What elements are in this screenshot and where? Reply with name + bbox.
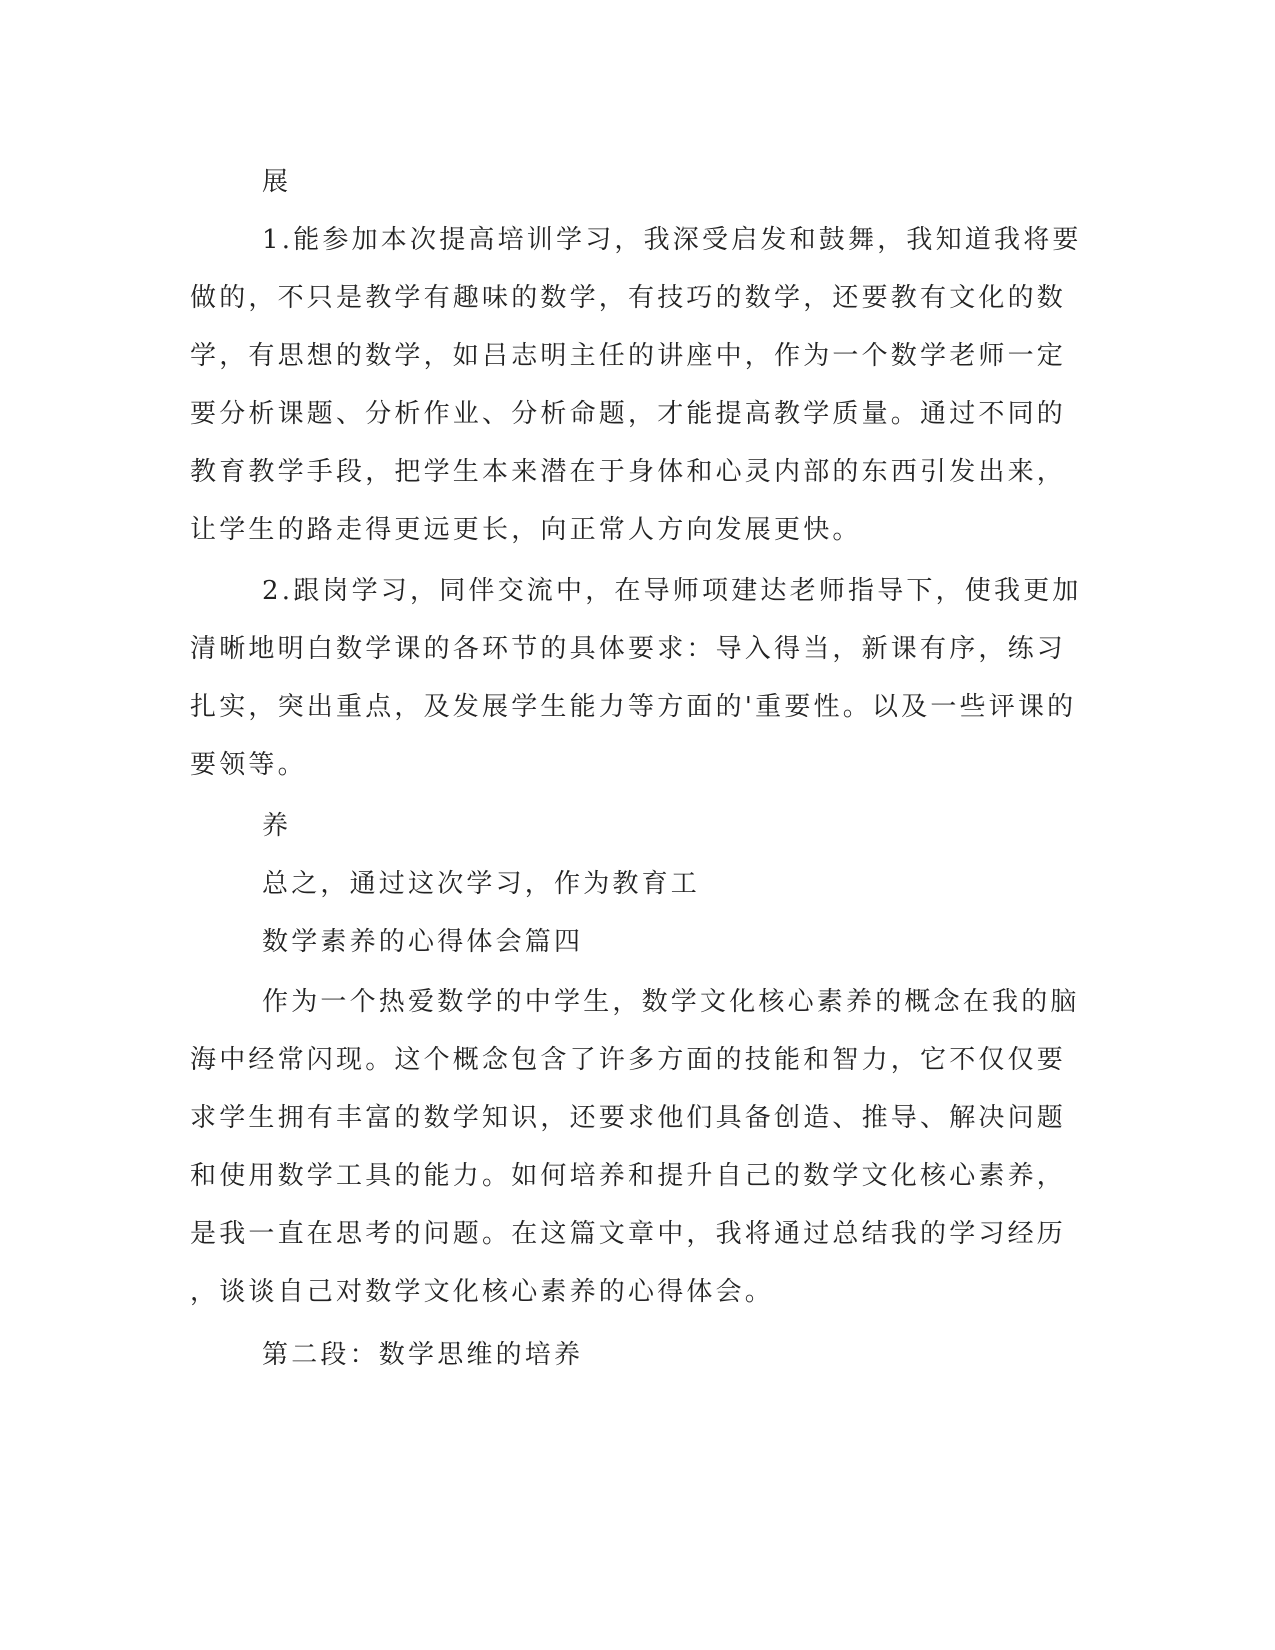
- subsection-heading: 第二段：数学思维的培养: [262, 1340, 584, 1370]
- paragraph-3-line: 海中经常闪现。这个概念包含了许多方面的技能和智力，它不仅仅要: [190, 1045, 1067, 1075]
- paragraph-3-line: 求学生拥有丰富的数学知识，还要求他们具备创造、推导、解决问题: [190, 1103, 1067, 1133]
- paragraph-3-line: 作为一个热爱数学的中学生，数学文化核心素养的概念在我的脑: [262, 987, 1080, 1017]
- text-line: 养: [262, 811, 292, 841]
- paragraph-2-line: 扎实，突出重点，及发展学生能力等方面的'重要性。以及一些评课的: [190, 692, 1077, 722]
- section-heading: 数学素养的心得体会篇四: [262, 927, 584, 957]
- paragraph-1-line: 学，有思想的数学，如吕志明主任的讲座中，作为一个数学老师一定: [190, 341, 1067, 371]
- paragraph-1-line: 让学生的路走得更远更长，向正常人方向发展更快。: [190, 515, 862, 545]
- paragraph-2-line: 2.跟岗学习，同伴交流中，在导师项建达老师指导下，使我更加: [262, 576, 1082, 606]
- paragraph-3-line: 和使用数学工具的能力。如何培养和提升自己的数学文化核心素养，: [190, 1161, 1067, 1191]
- paragraph-1-line: 1.能参加本次提高培训学习，我深受启发和鼓舞，我知道我将要: [262, 225, 1082, 255]
- paragraph-1-line: 教育教学手段，把学生本来潜在于身体和心灵内部的东西引发出来，: [190, 457, 1067, 487]
- paragraph-2-line: 清晰地明白数学课的各环节的具体要求：导入得当，新课有序，练习: [190, 634, 1067, 664]
- text-line: 总之，通过这次学习，作为教育工: [262, 869, 701, 899]
- paragraph-1-line: 要分析课题、分析作业、分析命题，才能提高教学质量。通过不同的: [190, 399, 1067, 429]
- text-line: 展: [262, 167, 292, 197]
- paragraph-3-line: ，谈谈自己对数学文化核心素养的心得体会。: [190, 1277, 775, 1307]
- paragraph-3-line: 是我一直在思考的问题。在这篇文章中，我将通过总结我的学习经历: [190, 1219, 1067, 1249]
- paragraph-2-line: 要领等。: [190, 750, 307, 780]
- paragraph-1-line: 做的，不只是教学有趣味的数学，有技巧的数学，还要教有文化的数: [190, 283, 1067, 313]
